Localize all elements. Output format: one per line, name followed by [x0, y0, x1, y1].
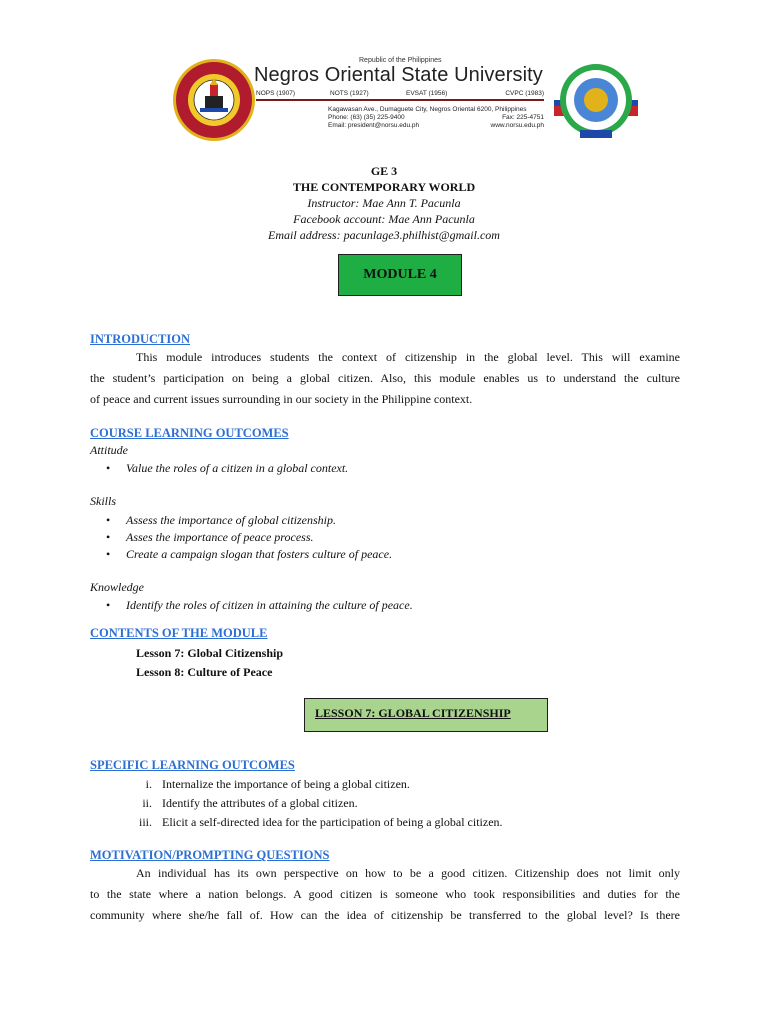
motivation-paragraph — [90, 863, 680, 926]
history-item: NOTS (1927) — [330, 90, 369, 97]
facebook-text: Facebook account: Mae Ann Pacunla — [293, 212, 475, 226]
bullet-text: Value the roles of a citizen in a global context. — [126, 461, 349, 475]
course-code: GE 3 — [370, 164, 398, 178]
intro-line: the student’s participation on being a global citizen. Also, this module enables us to understand the culture — [90, 371, 680, 385]
intro-line: This module introduces students the context of citizenship in the global level. This will examine — [136, 350, 680, 364]
motivation-line: An individual has its own perspective on how to be a good citizen. Citizenship does not limit only — [136, 866, 680, 880]
bullet-text: Asses the importance of peace process. — [126, 530, 314, 544]
specific-heading: SPECIFIC LEARNING OUTCOMES — [90, 758, 295, 772]
lesson-item: Lesson 8: Culture of Peace — [136, 665, 273, 679]
university-name: Negros Oriental State University — [254, 64, 543, 86]
history-item: NOPS (1907) — [256, 90, 296, 97]
outcome-number: i. — [145, 777, 152, 791]
bullet-item: • Asses the importance of peace process. — [106, 530, 314, 544]
outcome-item — [112, 815, 503, 830]
outcome-number: ii. — [142, 796, 152, 810]
knowledge-label: Knowledge — [90, 580, 144, 594]
attitude-label: Attitude — [90, 443, 128, 457]
bullet-item: • Identify the roles of citizen in attaining the culture of peace. — [106, 598, 413, 612]
intro-line: of peace and current issues surrounding in our society in the Philippine context. — [90, 392, 473, 406]
norsu-seal-icon — [172, 58, 256, 142]
history-item: EVSAT (1956) — [406, 90, 448, 97]
email-text: Email: president@norsu.edu.ph — [328, 122, 420, 129]
outcomes-heading: COURSE LEARNING OUTCOMES — [90, 426, 289, 440]
fax-text: Fax: 225-4751 — [502, 114, 544, 121]
outcome-number: iii. — [138, 815, 152, 829]
college-seal-icon — [552, 60, 640, 148]
introduction-paragraph — [90, 347, 680, 410]
module-banner — [338, 254, 462, 296]
contents-heading: CONTENTS OF THE MODULE — [90, 626, 268, 640]
outcome-text: Internalize the importance of being a global citizen. — [162, 777, 410, 791]
lesson-banner — [304, 698, 548, 732]
outcome-text: Elicit a self-directed idea for the participation of being a global citizen. — [162, 815, 503, 829]
republic-label: Republic of the Philippines — [359, 57, 442, 64]
motivation-line: to the state where a nation belongs. A good citizen is someone who took responsibilities and duties for the — [90, 887, 680, 901]
module-label: MODULE 4 — [363, 267, 437, 282]
website-text: www.norsu.edu.ph — [490, 122, 544, 129]
history-item: CVPC (1983) — [505, 90, 544, 97]
lesson-banner-label: LESSON 7: GLOBAL CITIZENSHIP — [315, 706, 511, 720]
header-divider — [256, 99, 544, 101]
introduction-heading: INTRODUCTION — [90, 332, 191, 346]
instructor-text: Instructor: Mae Ann T. Pacunla — [307, 196, 461, 210]
motivation-heading: MOTIVATION/PROMPTING QUESTIONS — [90, 848, 330, 862]
course-title: THE CONTEMPORARY WORLD — [292, 180, 476, 194]
phone-text: Phone: (63) (35) 225-9400 — [328, 114, 405, 121]
outcome-item — [112, 796, 358, 811]
outcome-item — [112, 777, 410, 792]
bullet-text: Identify the roles of citizen in attaining the culture of peace. — [126, 598, 413, 612]
bullet-item: • Create a campaign slogan that fosters culture of peace. — [106, 547, 393, 561]
bullet-item: • Value the roles of a citizen in a global context. — [106, 461, 349, 475]
motivation-line: community where she/he fall of. How can the idea of citizenship be transferred to the global level? Is there — [90, 908, 680, 922]
bullet-text: Assess the importance of global citizenship. — [126, 513, 336, 527]
contact-block — [328, 106, 544, 130]
email-address-text: Email address: pacunlage3.philhist@gmail.com — [268, 228, 500, 242]
address-text: Kagawasan Ave., Dumaguete City, Negros Oriental 6200, Philippines — [328, 106, 527, 113]
skills-label: Skills — [90, 494, 116, 508]
bullet-text: Create a campaign slogan that fosters culture of peace. — [126, 547, 393, 561]
outcome-text: Identify the attributes of a global citizen. — [162, 796, 358, 810]
lesson-item: Lesson 7: Global Citizenship — [136, 646, 284, 660]
bullet-item: • Assess the importance of global citizenship. — [106, 513, 336, 527]
